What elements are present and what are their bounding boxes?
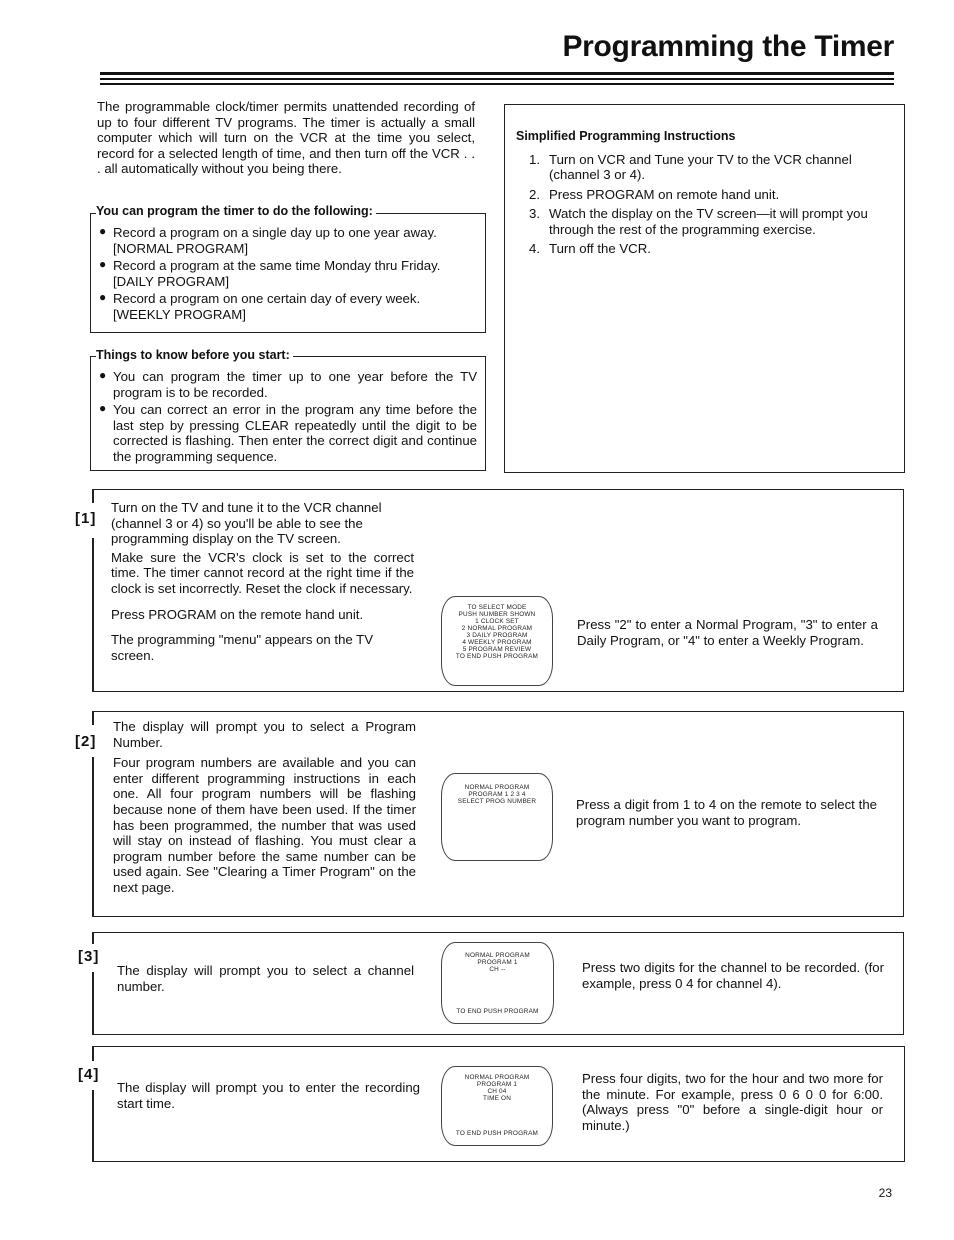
title-rule bbox=[100, 72, 894, 75]
page-number: 23 bbox=[878, 1186, 892, 1200]
simplified-steps bbox=[529, 152, 895, 260]
step-3-tv-screen: NORMAL PROGRAM PROGRAM 1 CH -- TO END PUSH PROGRAM bbox=[441, 942, 554, 1024]
bullet-icon: ● bbox=[99, 257, 107, 272]
list-item: 2. Press PROGRAM on remote hand unit. bbox=[529, 186, 780, 202]
step-1-tv-screen: TO SELECT MODE PUSH NUMBER SHOWN 1 CLOCK SET 2 NORMAL PROGRAM 3 DAILY PROGRAM 4 WEEKLY PROGRAM 5 PROGRAM REVIEW TO END PUSH PROGRAM bbox=[441, 596, 553, 686]
page-title: Programming the Timer bbox=[562, 30, 894, 63]
step-2-tv-screen: NORMAL PROGRAM PROGRAM 1 2 3 4 SELECT PROG NUMBER bbox=[441, 773, 553, 861]
can-program-list bbox=[97, 225, 477, 325]
step-4-tv-screen: NORMAL PROGRAM PROGRAM 1 CH 04 TIME ON TO END PUSH PROGRAM bbox=[441, 1066, 553, 1146]
know-before-title: Things to know before you start: bbox=[96, 348, 293, 362]
step-4-text: The display will prompt you to enter the recording start time. bbox=[117, 1080, 420, 1111]
know-before-list bbox=[97, 369, 477, 467]
list-item: ● Record a program on a single day up to one year away. [NORMAL PROGRAM] bbox=[99, 224, 437, 256]
step-3-instruction: Press two digits for the channel to be recorded. (for example, press 0 4 for channel 4). bbox=[582, 960, 884, 991]
step-1-instruction: Press "2" to enter a Normal Program, "3" to enter a Daily Program, or "4" to enter a Weekly Program. bbox=[577, 617, 878, 648]
step-3-left-line-bottom bbox=[92, 972, 94, 1035]
simplified-title: Simplified Programming Instructions bbox=[516, 129, 736, 143]
bullet-icon: ● bbox=[99, 368, 107, 382]
title-rule-thin-1 bbox=[100, 78, 894, 80]
list-item: 1. Turn on VCR and Tune your TV to the VCR channel (channel 3 or 4). bbox=[529, 152, 852, 183]
bullet-icon: ● bbox=[99, 224, 107, 238]
step-2-left-line-top bbox=[92, 711, 94, 725]
list-item: ● Record a program on one certain day of every week. [WEEKLY PROGRAM] bbox=[99, 290, 421, 322]
step-1-text: Turn on the TV and tune it to the VCR channel (channel 3 or 4) so you'll be able to see the programming display on the TV screen. Make sure the VCR's clock is set to the correct time. The timer cannot record at the right time if the clock is set incorrectly. Reset the clock if necessary. Press PROGRAM on the remote hand unit. The programming "menu" appears on the TV screen. bbox=[111, 500, 414, 663]
intro-paragraph: The programmable clock/timer permits unattended recording of up to four different TV programs. The timer is actually a small computer which will turn on the VCR at the time you select, record for a selected length of time, and then turn off the VCR . . . all automatically without you being there. bbox=[97, 99, 475, 177]
list-item: ● You can program the timer up to one year before the TV program is to be recorded. bbox=[99, 368, 477, 400]
step-2-text: The display will prompt you to select a Program Number. Four program numbers are available and you can enter different programming instructions in each one. All four program numbers will be flashing because none of them have been used. If the timer has been programmed, the number that was used will stay on instead of flashing. You must clear a program number before the same number can be used again. See "Clearing a Timer Program" on the next page. bbox=[113, 719, 416, 895]
step-2-label: [2] bbox=[75, 733, 97, 750]
bullet-icon: ● bbox=[99, 290, 107, 305]
list-item: 3. Watch the display on the TV screen—it will prompt you through the rest of the programming exercise. bbox=[529, 206, 868, 237]
step-1-label: [1] bbox=[75, 510, 97, 527]
step-4-left-line-top bbox=[92, 1046, 94, 1061]
bullet-icon: ● bbox=[99, 401, 107, 416]
list-item: ● Record a program at the same time Monday thru Friday. [DAILY PROGRAM] bbox=[99, 257, 441, 289]
title-rule-thin-2 bbox=[100, 83, 894, 85]
step-1-left-line-bottom bbox=[92, 538, 94, 692]
step-3-text: The display will prompt you to select a channel number. bbox=[117, 963, 414, 994]
step-2-left-line-bottom bbox=[92, 757, 94, 917]
step-3-label: [3] bbox=[78, 948, 100, 965]
list-item: 4. Turn off the VCR. bbox=[529, 241, 651, 257]
step-2-instruction: Press a digit from 1 to 4 on the remote to select the program number you want to program. bbox=[576, 797, 877, 828]
step-4-instruction: Press four digits, two for the hour and two more for the minute. For example, press 0 6 0 0 for 6:00. (Always press "0" before a single-digit hour or minute.) bbox=[582, 1071, 883, 1133]
step-4-left-line-bottom bbox=[92, 1090, 94, 1162]
step-4-label: [4] bbox=[78, 1066, 100, 1083]
can-program-title: You can program the timer to do the following: bbox=[96, 204, 376, 218]
step-3-left-line-top bbox=[92, 932, 94, 944]
list-item: ● You can correct an error in the program any time before the last step by pressing CLEAR repeatedly until the digit to be corrected is flashing. Then enter the correct digit and continue the programming sequence. bbox=[99, 401, 477, 464]
step-1-left-line-top bbox=[92, 489, 94, 503]
